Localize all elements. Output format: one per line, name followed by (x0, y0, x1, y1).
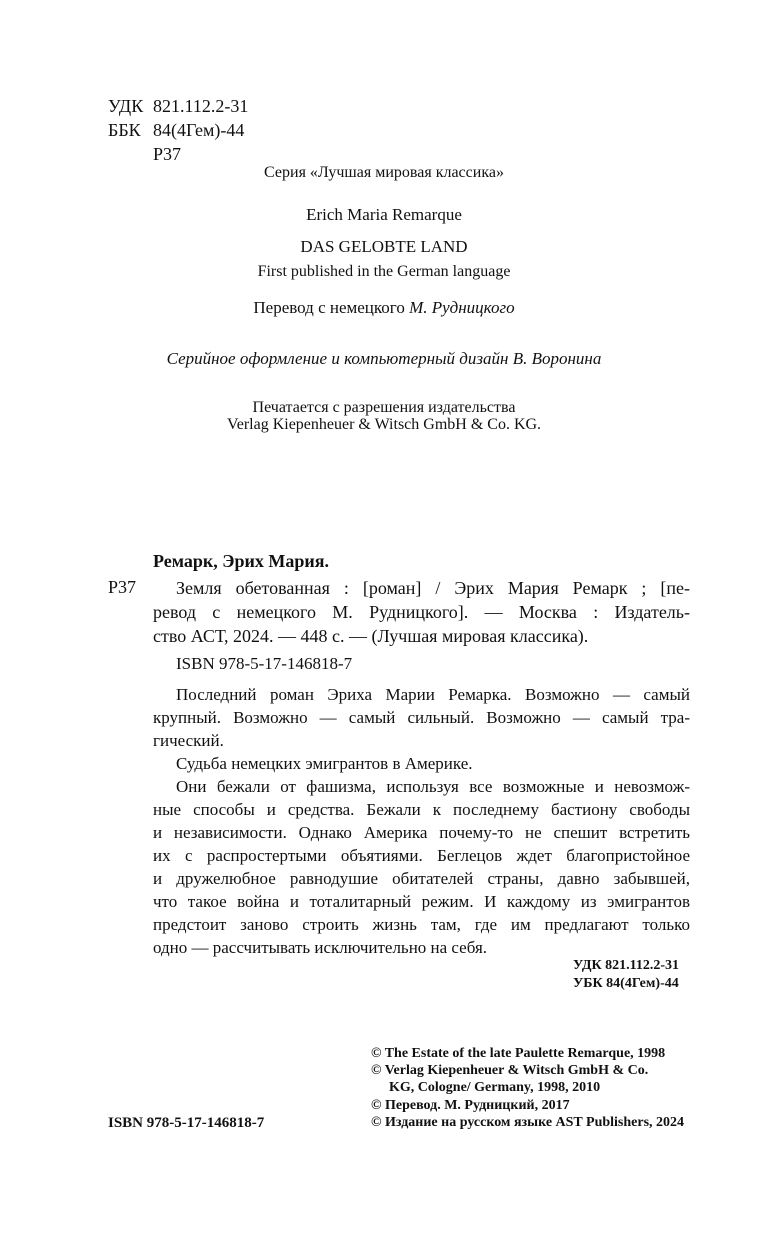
header-udk-label: УДК (108, 96, 144, 116)
copyright-line: © Издание на русском языке AST Publishers, 2024 (371, 1115, 685, 1130)
original-author: Erich Maria Remarque (306, 205, 462, 224)
header-bbk-value: 84(4Гем)-44 (153, 120, 245, 140)
bib-code: Р37 (108, 577, 137, 597)
bib-line: Земля обетованная : [роман] / Эрих Мария Ремарк ; [пе- (176, 578, 690, 598)
footer-isbn: ISBN 978-5-17-146818-7 (108, 1115, 265, 1131)
annotation-line: предстоит заново строить жизнь там, где им предлагают только (153, 915, 690, 934)
series-line: Серия «Лучшая мировая классика» (264, 164, 504, 181)
annotation-line: гический. (153, 731, 224, 750)
original-title: DAS GELOBTE LAND (300, 237, 468, 256)
header-udk-value: 821.112.2-31 (153, 96, 249, 116)
copyright-line: © Перевод. М. Рудницкий, 2017 (371, 1098, 570, 1113)
copyright-line: © Verlag Kiepenheuer & Witsch GmbH & Co. (371, 1063, 649, 1078)
annotation-line: ные способы и средства. Бежали к последнему бастиону свободы (153, 800, 690, 819)
annotation-line: и независимости. Однако Америка почему-то не спешит встретить (153, 823, 690, 842)
annotation-line: Они бежали от фашизма, используя все возможные и невозмож- (176, 777, 690, 796)
annotation-line: что такое война и тоталитарный режим. И каждому из эмигрантов (153, 892, 690, 911)
annotation-line: одно — рассчитывать исключительно на себя. (153, 938, 488, 957)
classification-udk: УДК 821.112.2-31 (573, 958, 680, 973)
copyright-line: © The Estate of the late Paulette Remarque, 1998 (371, 1046, 666, 1061)
bib-line: ревод с немецкого М. Рудницкого]. — Москва : Издатель- (153, 602, 690, 622)
permission-line-1: Печатается с разрешения издательства (252, 399, 516, 416)
annotation-line: Судьба немецких эмигрантов в Америке. (176, 754, 473, 773)
annotation-line: крупный. Возможно — самый сильный. Возможно — самый тра- (153, 708, 690, 727)
bib-author-heading: Ремарк, Эрих Мария. (153, 551, 329, 571)
header-bbk-label: ББК (108, 120, 141, 140)
bib-isbn: ISBN 978-5-17-146818-7 (176, 654, 353, 673)
permission-line-2: Verlag Kiepenheuer & Witsch GmbH & Co. KG. (226, 416, 542, 433)
classification-bbk: УБК 84(4Гем)-44 (573, 976, 679, 991)
translation-line (0, 298, 768, 318)
original-note: First published in the German language (257, 263, 511, 280)
annotation-line: и дружелюбное равнодушие обитателей страны, давно забывшей, (153, 869, 690, 888)
translation-prefix: Перевод с немецкого (253, 298, 405, 317)
bib-line: ство АСТ, 2024. — 448 с. — (Лучшая мировая классика). (153, 626, 589, 646)
copyright-line: KG, Cologne/ Germany, 1998, 2010 (389, 1080, 601, 1095)
annotation-line: Последний роман Эриха Марии Ремарка. Возможно — самый (176, 685, 690, 704)
design-credit: Серийное оформление и компьютерный дизайн В. Воронина (166, 349, 602, 368)
annotation-line: их с распростертыми объятиями. Беглецов ждет благопристойное (153, 846, 690, 865)
translator-name: М. Рудницкого (409, 298, 515, 317)
header-code: Р37 (153, 144, 182, 164)
